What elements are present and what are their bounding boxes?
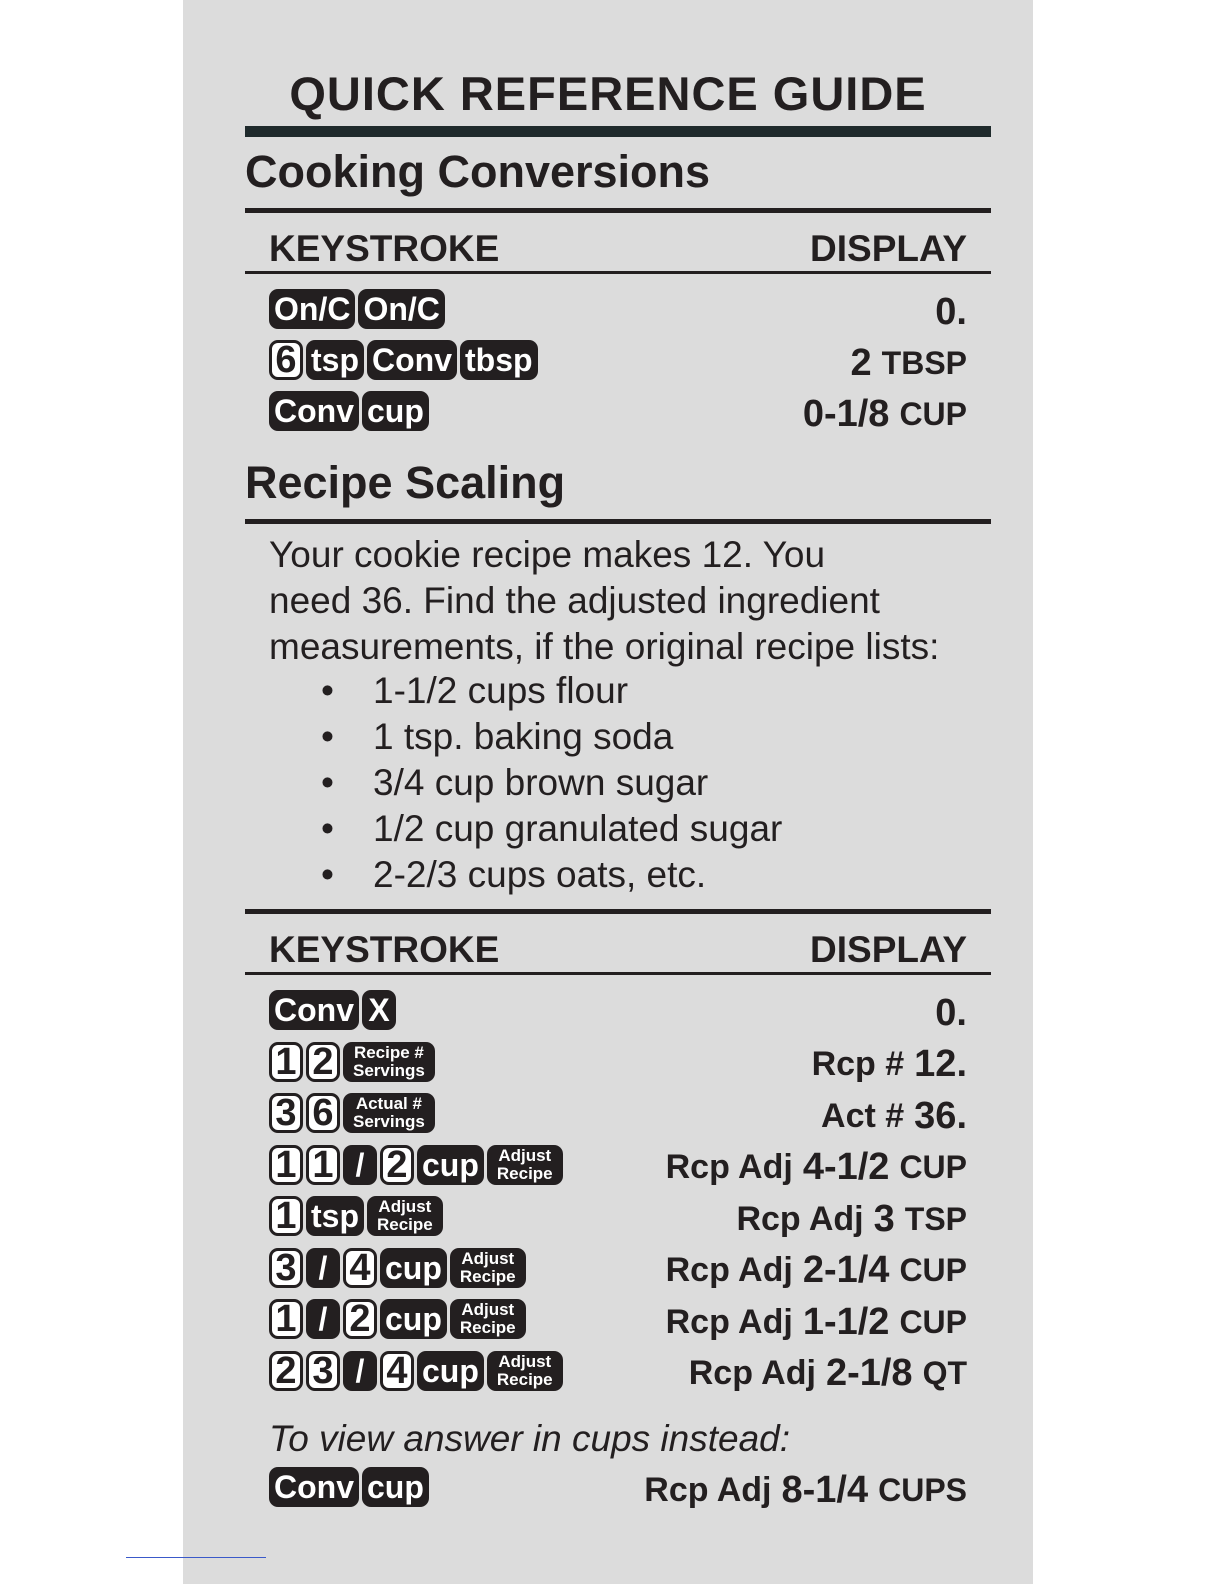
display-value: 0.: [935, 290, 967, 333]
keystroke-row: [269, 1248, 967, 1294]
key-label-top: Actual #: [355, 1094, 422, 1113]
display-readout: [666, 1299, 967, 1345]
page-title: QUICK REFERENCE GUIDE: [289, 67, 927, 120]
cup-key[interactable]: cup: [380, 1299, 447, 1339]
cooking-conversions-heading: Cooking Conversions: [245, 146, 711, 197]
keystroke-column-header: KEYSTROKE: [269, 929, 500, 970]
display-unit: QT: [922, 1355, 967, 1391]
list-item: [321, 852, 782, 898]
on-c-key[interactable]: On/C: [358, 289, 444, 329]
display-prefix: Rcp Adj: [665, 1251, 793, 1289]
section-divider: [245, 519, 991, 524]
instruction-line: Your cookie recipe makes 12. You: [269, 534, 826, 575]
on-c-key[interactable]: On/C: [269, 289, 355, 329]
key-label-bottom: Servings: [353, 1060, 425, 1080]
display-unit: CUPS: [878, 1471, 967, 1508]
display-value: 2: [850, 341, 872, 384]
ingredient-text: 1 tsp. baking soda: [373, 716, 674, 757]
section-divider: [245, 909, 991, 914]
key-sequence: [269, 1299, 526, 1339]
recipe-key[interactable]: [343, 1042, 435, 1082]
key-sequence: [269, 1467, 429, 1507]
ingredient-text: 2-2/3 cups oats, etc.: [373, 854, 707, 895]
key-label-top: Recipe #: [353, 1042, 424, 1062]
display-readout: [935, 990, 967, 1036]
header-divider: [245, 271, 991, 274]
display-value: 4-1/2: [802, 1146, 890, 1188]
display-readout: [666, 1248, 967, 1294]
keystroke-row: [269, 1145, 967, 1191]
bullet-icon: •: [321, 762, 334, 803]
2-key[interactable]: 2: [380, 1145, 414, 1185]
key-label-top: Adjust: [498, 1351, 552, 1371]
list-item: [321, 714, 782, 760]
6-key[interactable]: 6: [306, 1093, 340, 1133]
4-key[interactable]: 4: [380, 1351, 414, 1391]
display-value: 8-1/4: [781, 1468, 869, 1511]
keystroke-row: [269, 1467, 967, 1513]
display-readout: [803, 391, 967, 437]
display-prefix: Rcp Adj: [736, 1199, 864, 1238]
key-sequence: [269, 391, 429, 431]
key-label-top: Adjust: [461, 1300, 515, 1319]
tsp-key[interactable]: tsp: [306, 340, 364, 380]
display-value: 0-1/8: [802, 392, 890, 435]
cup-key[interactable]: cup: [362, 1467, 429, 1507]
cup-key[interactable]: cup: [417, 1351, 484, 1391]
key-label-top: Adjust: [498, 1145, 552, 1165]
keystroke-column-header: KEYSTROKE: [269, 228, 500, 269]
display-prefix: Rcp Adj: [665, 1148, 793, 1186]
keystroke-row: [269, 1196, 967, 1242]
ingredient-text: 3/4 cup brown sugar: [373, 762, 709, 803]
display-readout: [666, 1145, 967, 1191]
key-sequence: [269, 1351, 563, 1391]
cup-key[interactable]: cup: [417, 1145, 484, 1185]
tbsp-key[interactable]: tbsp: [460, 340, 538, 380]
key-label-bottom: Recipe: [496, 1163, 553, 1183]
conv-key[interactable]: Conv: [269, 990, 359, 1030]
key-key[interactable]: /: [306, 1248, 340, 1288]
actual-key[interactable]: [343, 1093, 435, 1133]
display-readout: [935, 289, 967, 335]
section-divider: [245, 208, 991, 213]
cup-key[interactable]: cup: [380, 1248, 447, 1288]
keystroke-row: [269, 340, 967, 386]
display-prefix: Rcp Adj: [688, 1354, 816, 1392]
ingredient-list: [321, 668, 782, 898]
link-underline: [126, 1557, 266, 1558]
display-readout: [821, 1093, 967, 1139]
adjust-key[interactable]: [367, 1196, 443, 1236]
display-readout: [812, 1042, 967, 1088]
1-key[interactable]: 1: [269, 1196, 303, 1236]
key-sequence: [269, 340, 538, 380]
display-prefix: Rcp Adj: [644, 1470, 772, 1509]
display-value: 1-1/2: [802, 1300, 890, 1343]
header-divider: [245, 972, 991, 975]
1-key[interactable]: 1: [269, 1145, 303, 1185]
key-sequence: [269, 1145, 563, 1185]
key-label-top: Adjust: [461, 1248, 515, 1268]
adjust-key[interactable]: [487, 1351, 563, 1391]
key-key[interactable]: /: [306, 1299, 340, 1339]
display-readout: [736, 1196, 967, 1242]
display-unit: TBSP: [881, 344, 967, 381]
keystroke-row: [269, 990, 967, 1036]
key-label-bottom: Recipe: [459, 1266, 516, 1286]
bullet-icon: •: [321, 808, 334, 849]
1-key[interactable]: 1: [306, 1145, 340, 1185]
cups-note: To view answer in cups instead:: [269, 1418, 791, 1459]
list-item: [321, 806, 782, 852]
key-label-bottom: Recipe: [459, 1318, 516, 1337]
keystroke-row: [269, 1042, 967, 1088]
adjust-key[interactable]: [450, 1248, 526, 1288]
bullet-icon: •: [321, 670, 334, 711]
conv-key[interactable]: Conv: [269, 1467, 359, 1507]
instruction-line: need 36. Find the adjusted ingredient: [269, 580, 880, 621]
scaling-instructions: [269, 532, 939, 670]
cup-key[interactable]: cup: [362, 391, 429, 431]
2-key[interactable]: 2: [269, 1351, 303, 1391]
x-key[interactable]: X: [362, 990, 396, 1030]
display-readout: [851, 340, 967, 386]
keystroke-row: [269, 1093, 967, 1139]
bullet-icon: •: [321, 716, 334, 757]
conv-key[interactable]: Conv: [269, 391, 359, 431]
key-label-bottom: Recipe: [377, 1215, 433, 1234]
list-item: [321, 668, 782, 714]
display-value: 0.: [935, 991, 967, 1034]
display-value: 36.: [914, 1094, 967, 1137]
display-column-header: DISPLAY: [810, 228, 967, 269]
key-sequence: [269, 1196, 443, 1236]
display-value: 3: [873, 1197, 895, 1240]
key-sequence: [269, 1042, 435, 1082]
bullet-icon: •: [321, 854, 334, 895]
tsp-key[interactable]: tsp: [306, 1196, 364, 1236]
display-prefix: Act #: [821, 1096, 905, 1135]
display-readout: [689, 1351, 967, 1397]
adjust-key[interactable]: [487, 1145, 563, 1185]
key-key[interactable]: /: [343, 1351, 377, 1391]
3-key[interactable]: 3: [269, 1093, 303, 1133]
2-key[interactable]: 2: [343, 1299, 377, 1339]
adjust-key[interactable]: [450, 1299, 526, 1339]
display-prefix: Rcp #: [811, 1045, 905, 1083]
1-key[interactable]: 1: [269, 1299, 303, 1339]
title-divider: [245, 126, 991, 137]
ingredient-text: 1/2 cup granulated sugar: [373, 808, 783, 849]
display-column-header: DISPLAY: [810, 929, 967, 970]
2-key[interactable]: 2: [306, 1042, 340, 1082]
key-label-top: Adjust: [378, 1197, 432, 1216]
display-unit: CUP: [899, 1252, 967, 1288]
keystroke-row: [269, 1299, 967, 1345]
display-prefix: Rcp Adj: [665, 1302, 793, 1341]
reference-card: [183, 0, 1033, 1584]
1-key[interactable]: 1: [269, 1042, 303, 1082]
key-sequence: [269, 1248, 526, 1288]
keystroke-row: [269, 1351, 967, 1397]
list-item: [321, 760, 782, 806]
key-sequence: [269, 1093, 435, 1133]
display-value: 2-1/8: [825, 1352, 913, 1394]
key-label-bottom: Servings: [353, 1112, 425, 1131]
display-value: 12.: [914, 1043, 967, 1085]
conv-key[interactable]: Conv: [367, 340, 457, 380]
ingredient-text: 1-1/2 cups flour: [373, 670, 629, 711]
3-key[interactable]: 3: [306, 1351, 340, 1391]
keystroke-row: [269, 391, 967, 437]
display-unit: CUP: [899, 395, 967, 432]
key-key[interactable]: /: [343, 1145, 377, 1185]
instruction-line: measurements, if the original recipe lists:: [269, 626, 940, 667]
keystroke-row: [269, 289, 967, 335]
display-unit: CUP: [899, 1149, 967, 1185]
display-readout: [644, 1467, 967, 1513]
display-unit: CUP: [899, 1303, 967, 1340]
6-key[interactable]: 6: [269, 340, 303, 380]
4-key[interactable]: 4: [343, 1248, 377, 1288]
key-sequence: [269, 990, 396, 1030]
recipe-scaling-heading: Recipe Scaling: [245, 457, 566, 508]
3-key[interactable]: 3: [269, 1248, 303, 1288]
key-label-bottom: Recipe: [496, 1369, 553, 1389]
key-sequence: [269, 289, 445, 329]
display-value: 2-1/4: [802, 1249, 890, 1291]
display-unit: TSP: [904, 1200, 967, 1237]
